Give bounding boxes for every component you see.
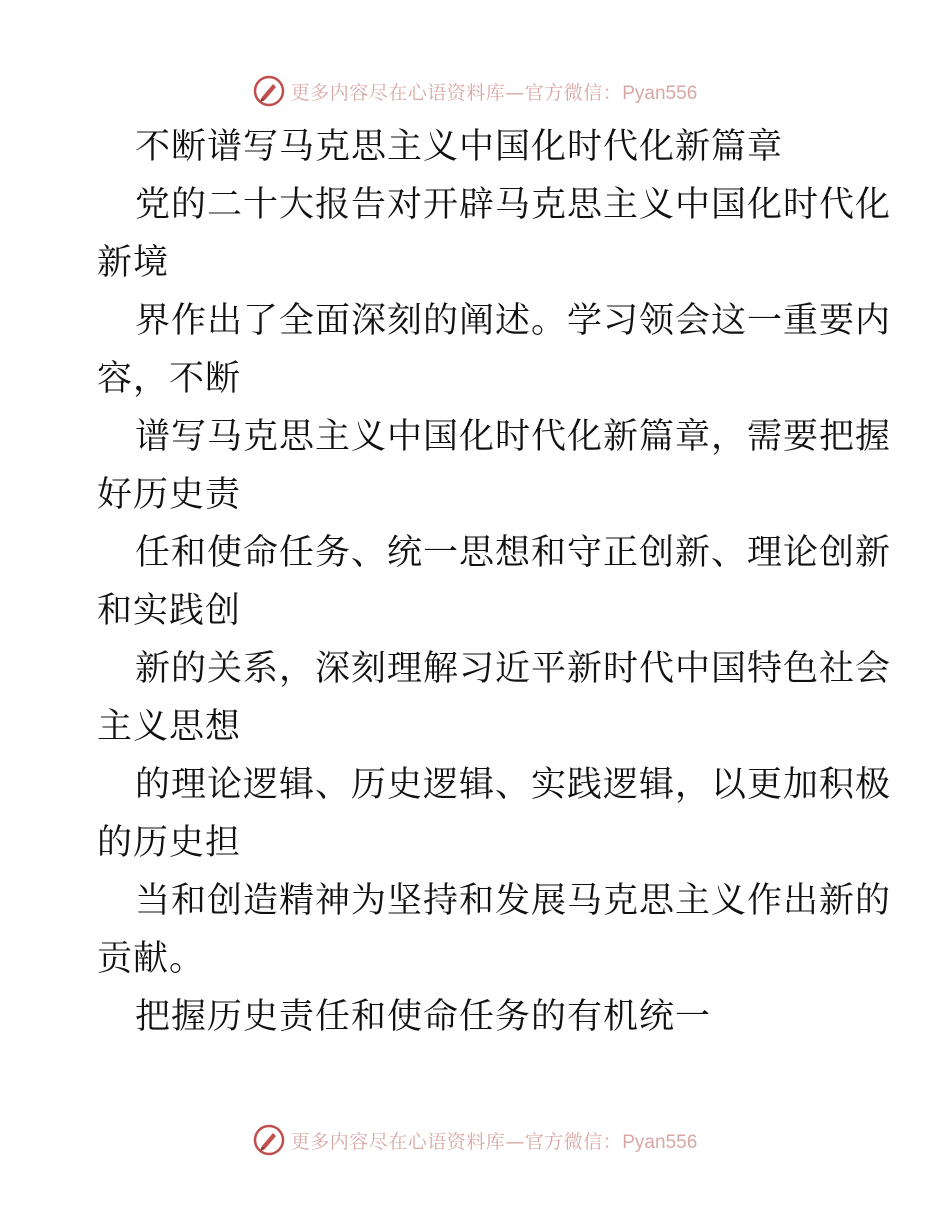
pen-logo-icon [253,75,285,107]
paragraph-line: 党的二十大报告对开辟马克思主义中国化时代化 [135,185,892,225]
paragraph-line: 主义思想 [97,707,242,747]
paragraph-line: 和实践创 [97,591,242,631]
paragraph-line: 任和使命任务、统一思想和守正创新、理论创新 [135,533,892,573]
paragraph-line: 新境 [97,243,170,283]
watermark-text: 更多内容尽在心语资料库—官方微信：Pyan556 [290,81,698,104]
watermark-text: 更多内容尽在心语资料库—官方微信：Pyan556 [290,1130,698,1153]
paragraph-line: 的历史担 [97,823,242,863]
section-heading: 把握历史责任和使命任务的有机统一 [135,997,712,1037]
paragraph-line: 谱写马克思主义中国化时代化新篇章，需要把握 [135,417,892,457]
footer-watermark [0,1120,950,1160]
paragraph-line: 的理论逻辑、历史逻辑、实践逻辑，以更加积极 [135,765,892,805]
paragraph-line: 好历史责 [97,475,242,515]
paragraph-line: 贡献。 [97,939,206,979]
paragraph-line: 容，不断 [97,359,242,399]
pen-logo-icon [253,1124,285,1156]
paragraph-line: 新的关系，深刻理解习近平新时代中国特色社会 [135,649,892,689]
paragraph-line: 当和创造精神为坚持和发展马克思主义作出新的 [135,881,892,921]
paragraph-line: 界作出了全面深刻的阐述。学习领会这一重要内 [135,301,892,341]
document-title: 不断谱写马克思主义中国化时代化新篇章 [135,127,784,167]
document-body [97,118,892,1046]
header-watermark [0,71,950,111]
